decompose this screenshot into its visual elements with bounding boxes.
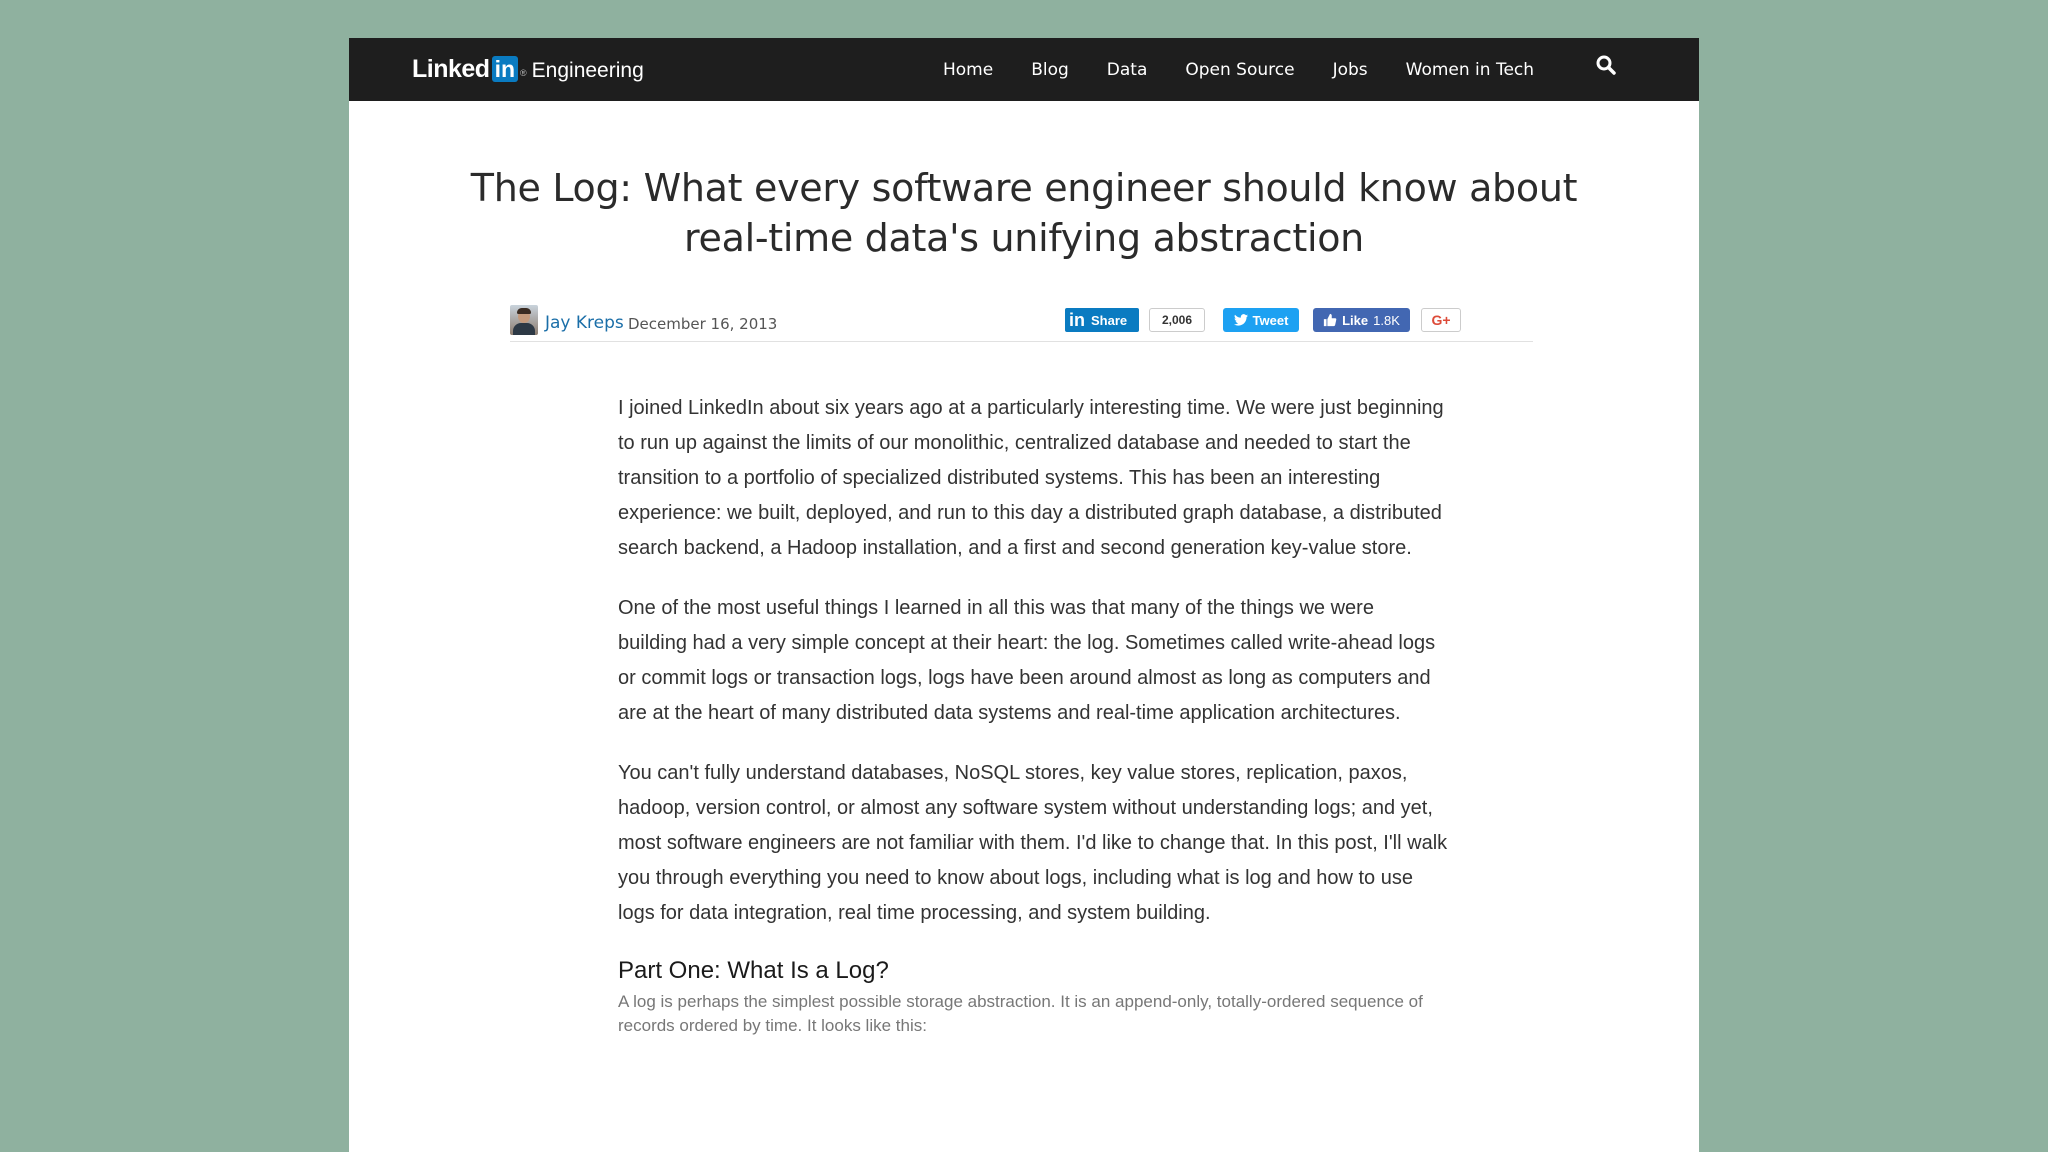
paragraph-2: One of the most useful things I learned in all this was that many of the things we were building had a very simple concept at their heart: the log. Sometimes called write-ahead logs or commit logs or transaction logs, logs have been around almost as long as computers and are at the heart of many distributed data systems and real-time application architectures. xyxy=(618,597,1436,724)
linkedin-engineering-logo[interactable] xyxy=(412,54,644,84)
linkedin-share-button[interactable] xyxy=(1065,308,1139,332)
logo-in-box: in xyxy=(492,56,518,82)
like-label: Like xyxy=(1342,312,1369,328)
section-heading: Part One: What Is a Log? xyxy=(618,957,889,984)
author-link[interactable]: Jay Kreps xyxy=(545,313,624,333)
nav-blog[interactable]: Blog xyxy=(1031,59,1069,80)
linkedin-share-label: Share xyxy=(1091,312,1128,328)
search-icon[interactable] xyxy=(1595,54,1617,78)
section-intro: A log is perhaps the simplest possible storage abstraction. It is an append-only, totally-ordered sequence of records ordered by time. It looks like this: xyxy=(618,992,1423,1035)
facebook-like-button[interactable] xyxy=(1313,308,1410,332)
linkedin-share-count: 2,006 xyxy=(1149,308,1205,332)
article-body xyxy=(618,391,1448,1038)
tweet-button[interactable] xyxy=(1223,308,1299,332)
nav-data[interactable]: Data xyxy=(1106,59,1148,80)
article-byline xyxy=(510,305,1533,342)
like-count: 1.8K xyxy=(1373,312,1400,328)
nav-open-source[interactable]: Open Source xyxy=(1185,59,1295,80)
google-plus-button[interactable]: G+ xyxy=(1421,308,1461,332)
top-navigation-bar xyxy=(349,38,1699,101)
thumbs-up-icon xyxy=(1323,313,1337,327)
logo-wordmark: Linked xyxy=(412,54,490,83)
logo-registered-mark: ® xyxy=(520,68,527,78)
nav-women-in-tech[interactable]: Women in Tech xyxy=(1405,59,1535,80)
article-title: The Log: What every software engineer should know about real-time data's unifying abstraction xyxy=(470,166,1578,260)
twitter-bird-icon xyxy=(1234,314,1248,326)
author-avatar[interactable] xyxy=(510,305,538,335)
publish-date: December 16, 2013 xyxy=(628,315,778,333)
page xyxy=(349,38,1699,1152)
paragraph-3: You can't fully understand databases, NoSQL stores, key value stores, replication, paxos, hadoop, version control, or almost any software system without understanding logs; and yet, most software engineers are not familiar with them. I'd like to change that. In this post, I'll walk you through everything you need to know about logs, including what is log and how to use logs for data integration, real time processing, and system building. xyxy=(618,762,1448,924)
linkedin-icon: in xyxy=(1069,309,1085,330)
logo-engineering-text: Engineering xyxy=(531,58,644,82)
tweet-label: Tweet xyxy=(1252,312,1289,328)
nav-jobs[interactable]: Jobs xyxy=(1332,59,1368,80)
nav-home[interactable]: Home xyxy=(943,59,994,80)
main-nav xyxy=(943,38,1572,101)
paragraph-1: I joined LinkedIn about six years ago at a particularly interesting time. We were just beginning to run up against the limits of our monolithic, centralized database and needed to start the transition to a portfolio of specialized distributed systems. This has been an interesting experience: we built, deployed, and run to this day a distributed graph database, a distributed search backend, a Hadoop installation, and a first and second generation key-value store. xyxy=(618,397,1444,559)
